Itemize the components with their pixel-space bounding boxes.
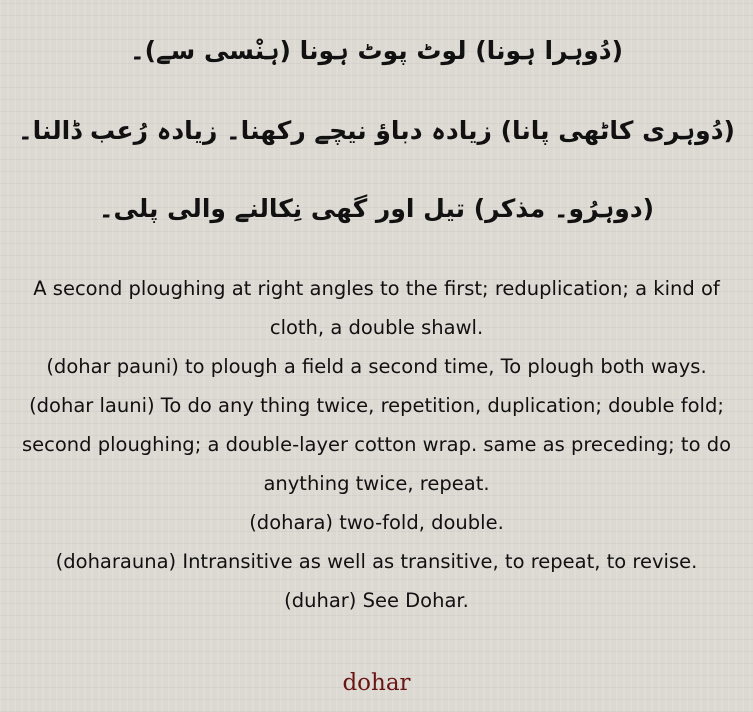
definition-dohar-launi: (dohar launi) To do any thing twice, repetition, duplication; double fold; second ploughing; a double-layer cotton wrap. same as preceding; to do anything twice, repeat. — [21, 394, 732, 495]
urdu-phrase-2: (دُوہری کاٹھی پانا) زیادہ دباؤ نیچے رکھنا۔ زیادہ رُعب ڈالنا۔ — [18, 116, 735, 145]
definition-dohara: (dohara) two-fold, double. — [249, 511, 504, 534]
definition-main: A second ploughing at right angles to the first; reduplication; a kind of cloth, a double shawl. — [33, 277, 720, 339]
definition-dohar-pauni: (dohar pauni) to plough a field a second time, To plough both ways. — [46, 355, 707, 378]
english-definitions — [12, 269, 741, 620]
headword: dohar — [342, 670, 411, 696]
urdu-phrase-1: (دُوہرا ہونا) لوٹ پوٹ ہونا (ہنْسی سے)۔ — [129, 36, 624, 65]
urdu-phrase-3: (دوہرُو۔ مذکر) تیل اور گھی نِکالنے والی پلی۔ — [98, 194, 655, 223]
definition-duhar: (duhar) See Dohar. — [284, 589, 469, 612]
definition-doharauna: (doharauna) Intransitive as well as transitive, to repeat, to revise. — [55, 550, 698, 573]
